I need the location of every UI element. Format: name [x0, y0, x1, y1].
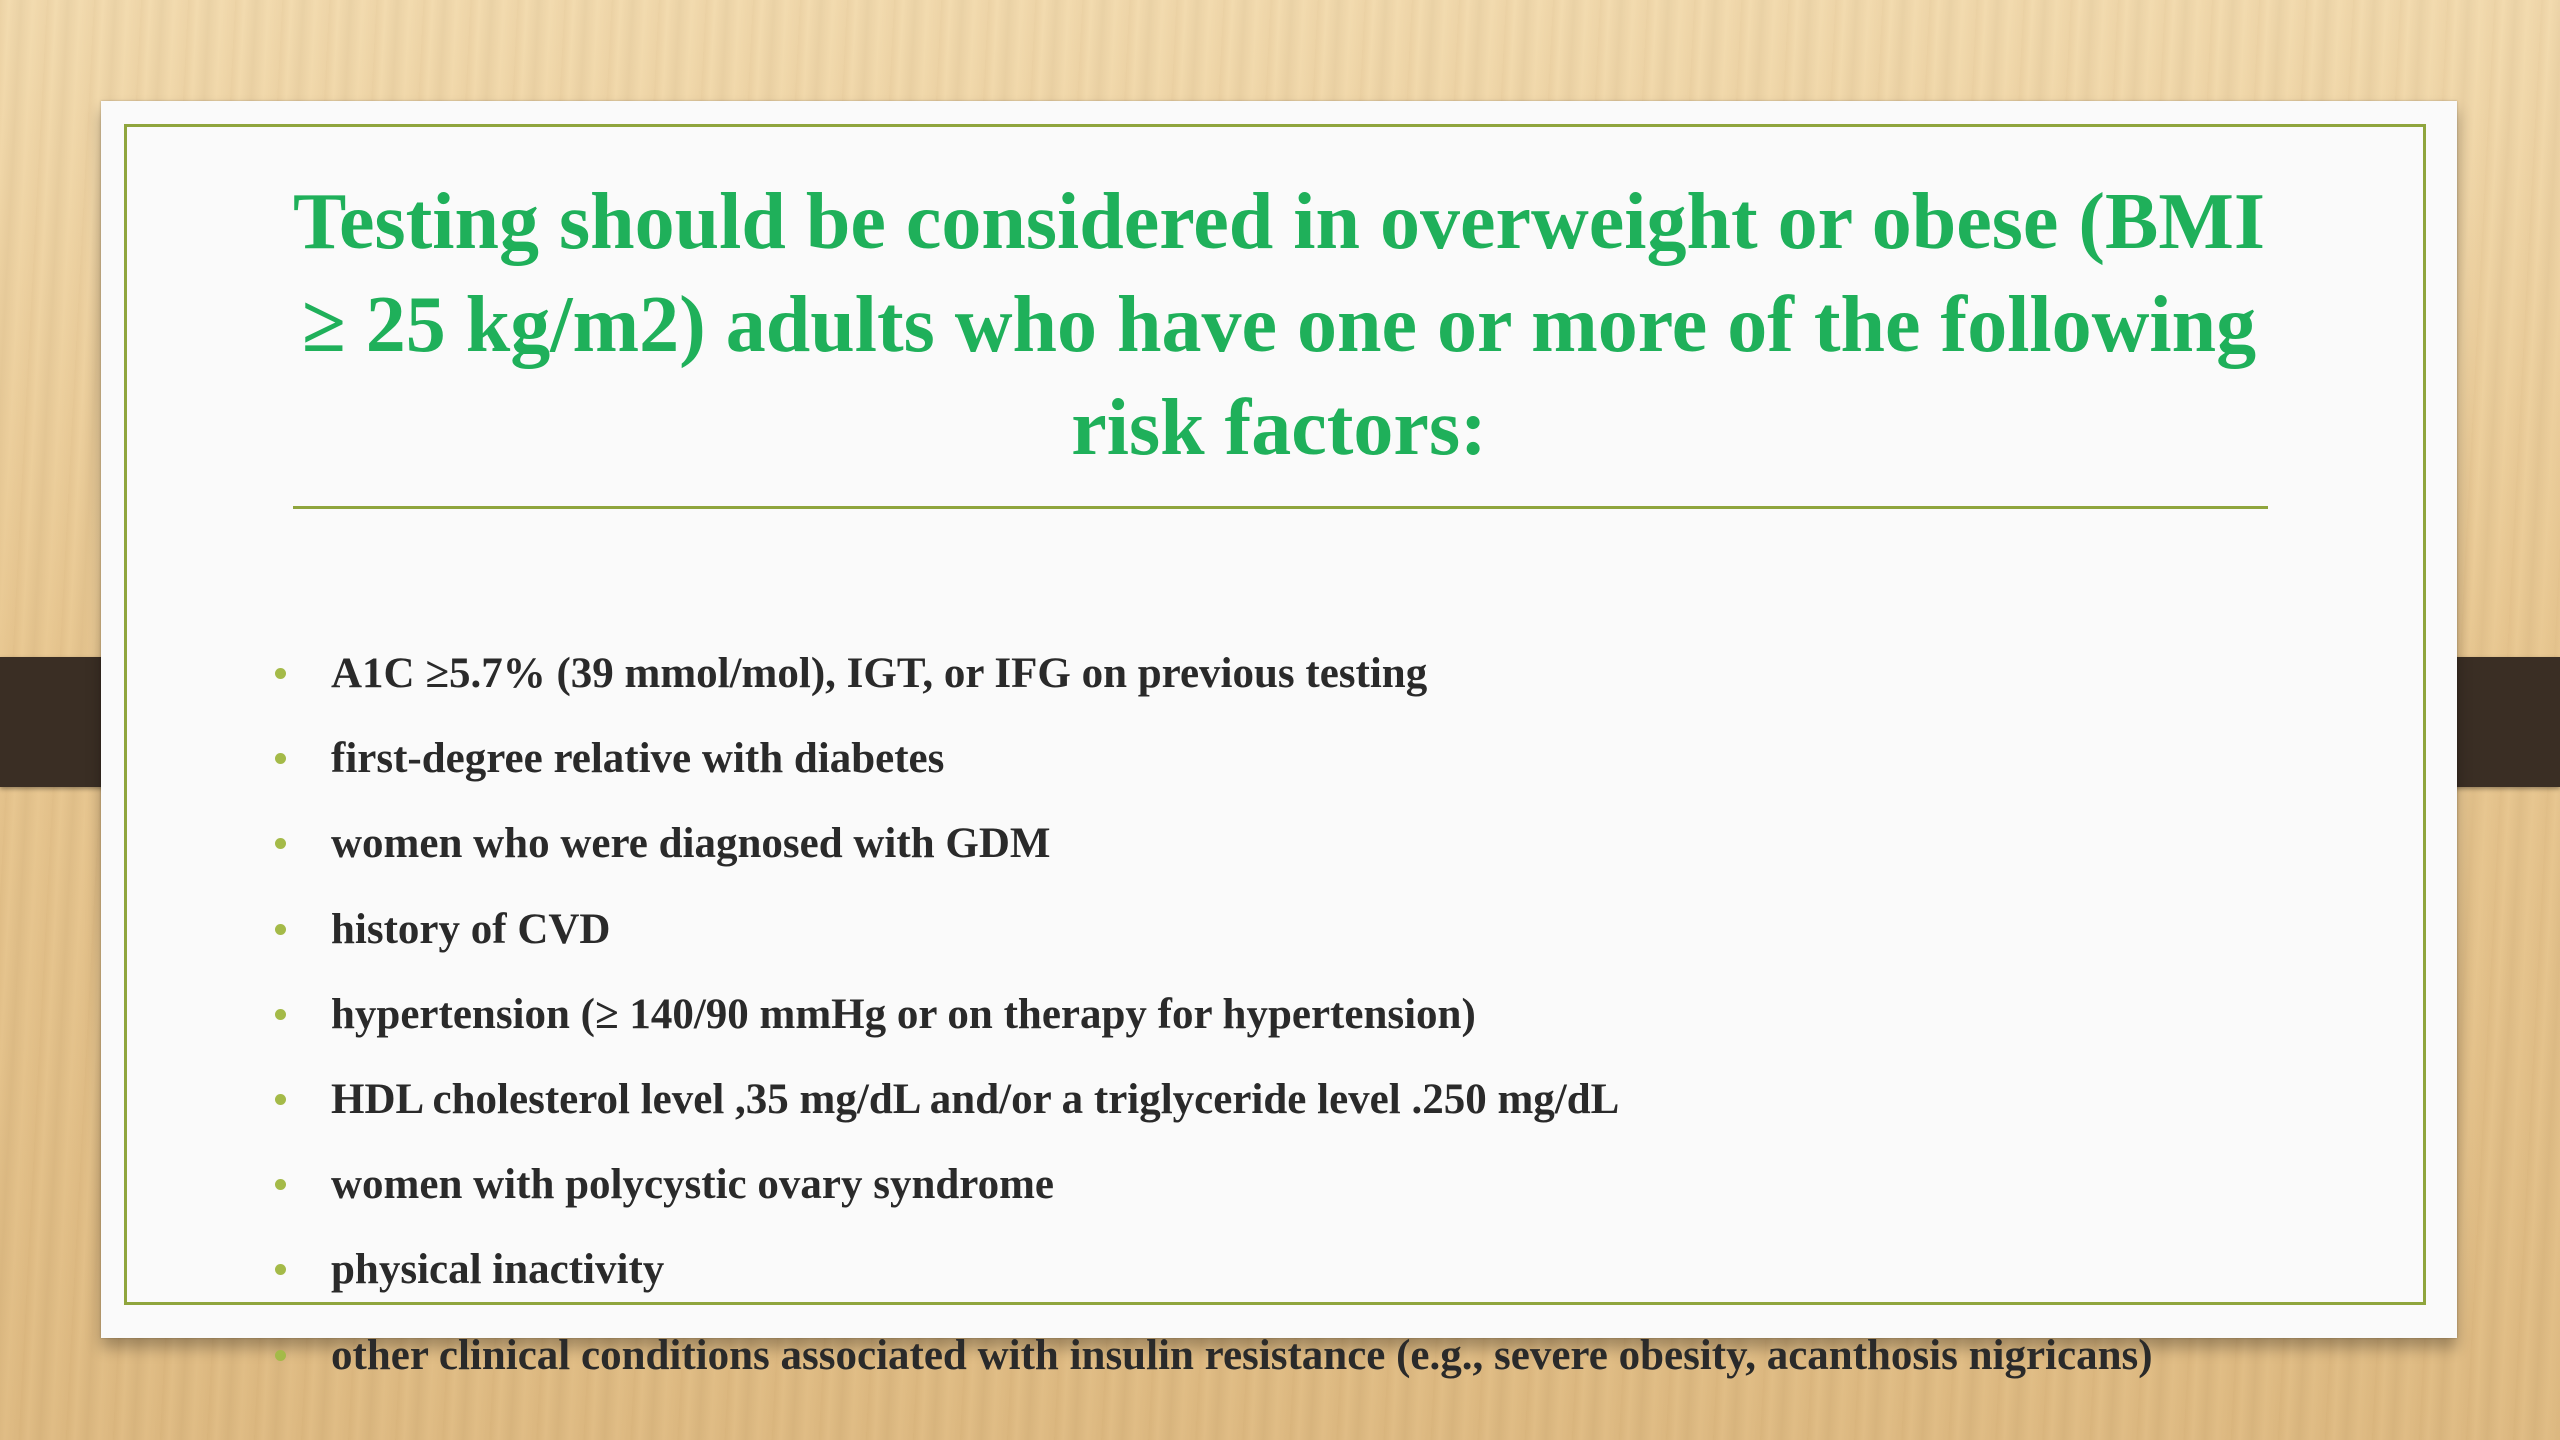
list-item [269, 972, 2153, 1057]
bullet-dot-icon [275, 1264, 286, 1275]
list-item [269, 1057, 2153, 1142]
slide [101, 101, 2457, 1379]
bullet-dot-icon [275, 1094, 286, 1105]
list-item [269, 631, 2153, 716]
list-item-text: physical inactivity [331, 1246, 665, 1294]
bullet-dot-icon [275, 838, 286, 849]
list-item-text: women who were diagnosed with GDM [331, 820, 1051, 868]
list-item-text: A1C ≥5.7% (39 mmol/mol), IGT, or IFG on previous testing [331, 650, 1428, 697]
list-item-text: hypertension (≥ 140/90 mmHg or on therapy for hypertension) [331, 990, 1476, 1038]
risk-factor-list [269, 631, 2153, 1398]
slide-title: Testing should be considered in overweight or obese (BMI ≥ 25 kg/m2) adults who have one or more of the following risk factors: [293, 178, 2265, 472]
list-item-text: first-degree relative with diabetes [331, 735, 945, 783]
bullet-dot-icon [275, 753, 286, 764]
bullet-dot-icon [275, 1350, 286, 1361]
list-item-text: other clinical conditions associated with insulin resistance (e.g., severe obesity, acanthosis nigricans) [331, 1331, 2153, 1379]
list-item-text: HDL cholesterol level ,35 mg/dL and/or a triglyceride level .250 mg/dL [331, 1075, 1620, 1123]
bullet-dot-icon [275, 1179, 286, 1190]
bullet-dot-icon [275, 668, 286, 679]
list-item [269, 887, 2153, 972]
list-item [269, 1142, 2153, 1227]
list-item-text: history of CVD [331, 905, 611, 953]
bullet-dot-icon [275, 924, 286, 935]
bullet-dot-icon [275, 1009, 286, 1020]
list-item [269, 1227, 2153, 1312]
list-item-text: women with polycystic ovary syndrome [331, 1161, 1055, 1209]
title-divider [293, 506, 2268, 509]
list-item [269, 1313, 2153, 1398]
list-item [269, 716, 2153, 801]
list-item [269, 801, 2153, 886]
